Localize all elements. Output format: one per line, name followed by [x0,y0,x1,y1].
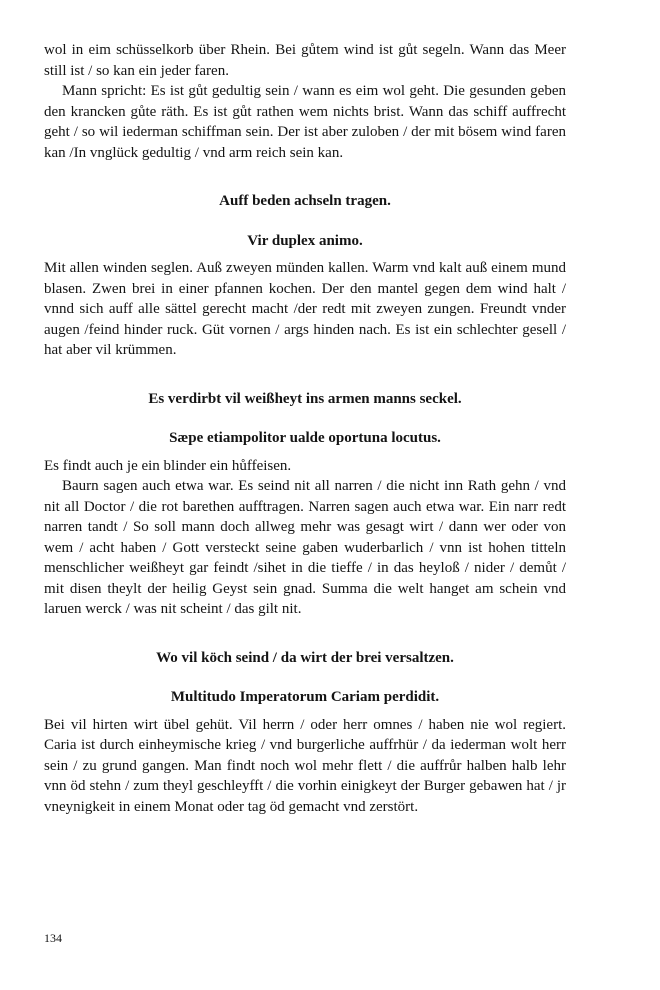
proverb-section [44,389,566,620]
body-paragraph: Bei vil hirten wirt übel gehüt. Vil herrn / oder herr omnes / haben nie wol regiert. Caria ist durch einheymische krieg / vnd burgerliche auffrhür / da iederman wolt herr sein / zu grund gangen. Man findt noch wol mehr flett / die auffrůr halben halb lehr vnn öd stehn / zum theyl geschleyfft / die vorhin einigkeyt der Burger gebawen hat / jr vneynigkeit in einem Monat oder tag öd gemacht vnd zerstört. [44,716,566,815]
body-paragraph: Es findt auch je ein blinder ein hůffeisen. [44,457,292,474]
page-body [44,40,566,817]
body-paragraph: Mann spricht: Es ist gůt gedultig sein / wann es eim wol geht. Die gesunden geben den krancken gůte räth. Es ist gůt rathen wem nichts brist. Wann das schiff auffrecht geht / so wil iederman schiffman sein. Der ist aber zuloben / der mit bösem wind faren kan /In vnglück gedultig / vnd arm reich sein kan. [44,83,566,161]
proverb-section [44,648,566,818]
section-heading-german: Auff beden achseln tragen. [219,193,391,209]
page-number: 134 [44,931,62,945]
body-paragraph: Mit allen winden seglen. Auß zweyen münden kallen. Warm vnd kalt auß einem mund blasen. Zwen brei in einer pfannen kochen. Der den mantel gegen dem wind halt / vnnd sich auff alle sättel gerecht macht /der redt mit zweyen zungen. Freundt vnder augen /feind hinder ruck. Güt vornen / args hinden nach. Es ist ein schlechter gesell / hat aber vil krümmen. [44,260,566,358]
body-paragraph: Baurn sagen auch etwa war. Es seind nit all narren / die nicht inn Rath gehn / vnd nit all Doctor / die rot barethen aufftragen. Narren sagen auch etwa war. Ein narr redt narren tandt / So soll mann doch allweg mehr was gesagt wirt / dann wer oder von wem / acht haben / Gott versteckt seine gaben wuderbarlich / vnn ist hohen titteln menschlicher weißheyt gar feindt /sihet in die tieffe / in das heyloß / nider / demůt / mit disen theylt der heilig Geyst sein gnad. Summa die welt hanget am schein vnd laruen werck / was nit scheint / das gilt nit. [44,478,566,617]
section-heading-latin: Sæpe etiampolitor ualde oportuna locutus. [169,430,441,446]
body-paragraph: wol in eim schüsselkorb über Rhein. Bei gůtem wind ist gůt segeln. Wann das Meer still ist / so kan ein jeder faren. [44,42,566,79]
section-heading-latin: Vir duplex animo. [247,232,363,249]
proverb-section [44,191,566,361]
section-heading-latin: Multitudo Imperatorum Cariam perdidit. [170,689,440,705]
section-heading-german: Wo vil köch seind / da wirt der brei versaltzen. [156,649,454,666]
section-heading-german: Es verdirbt vil weißheyt ins armen manns seckel. [148,390,462,407]
